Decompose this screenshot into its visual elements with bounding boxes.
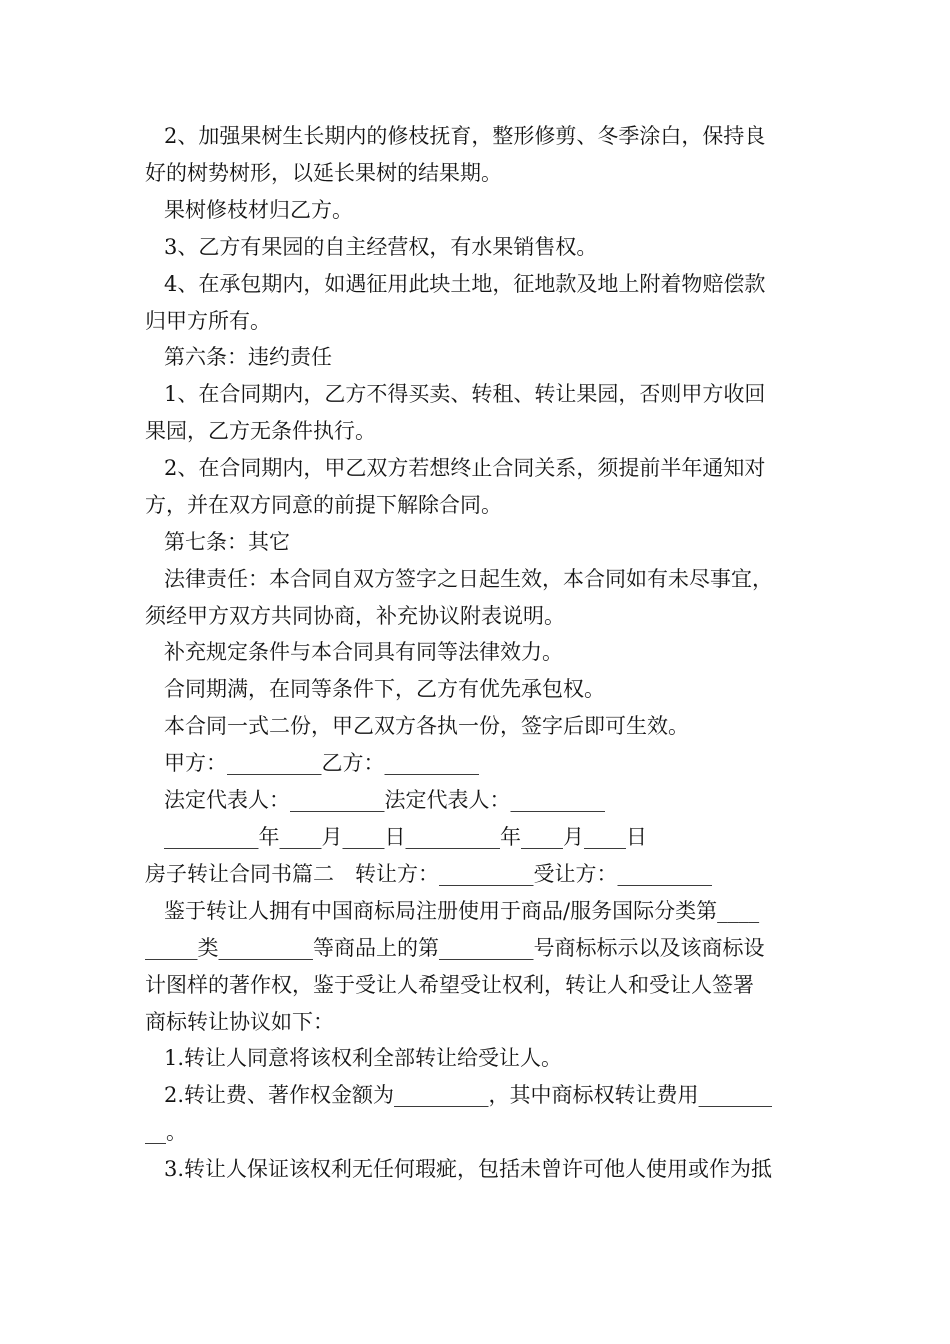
paragraph-line: 方，并在双方同意的前提下解除合同。 (145, 493, 502, 517)
paragraph-line: 3.转让人保证该权利无任何瑕疵，包括未曾许可他人使用或作为抵 (164, 1157, 773, 1181)
paragraph-line: __。 (145, 1120, 187, 1144)
paragraph-line: 好的树势树形，以延长果树的结果期。 (145, 161, 502, 185)
signature-line: 甲方：_________乙方：_________ (164, 751, 479, 775)
paragraph-line: 须经甲方双方共同协商，补充协议附表说明。 (145, 604, 565, 628)
paragraph-line: 2、在合同期内，甲乙双方若想终止合同关系，须提前半年通知对 (164, 456, 766, 480)
paragraph-line: 2、加强果树生长期内的修枝抚育，整形修剪、冬季涂白，保持良 (164, 124, 766, 148)
paragraph-line: 鉴于转让人拥有中国商标局注册使用于商品/服务国际分类第____ (164, 899, 760, 923)
section-heading: 第六条：违约责任 (164, 345, 332, 369)
paragraph-line: 2.转让费、著作权金额为_________，其中商标权转让费用_______ (164, 1083, 773, 1107)
paragraph-line: 果园，乙方无条件执行。 (145, 419, 376, 443)
date-line: _________年____月____日_________年____月____日 (164, 825, 647, 849)
paragraph-line: 补充规定条件与本合同具有同等法律效力。 (164, 640, 563, 664)
paragraph-line: 法律责任：本合同自双方签字之日起生效，本合同如有未尽事宜， (164, 567, 773, 591)
paragraph-line: 1、在合同期内，乙方不得买卖、转租、转让果园，否则甲方收回 (164, 382, 766, 406)
paragraph-line: 3、乙方有果园的自主经营权，有水果销售权。 (164, 235, 598, 259)
paragraph-line: 计图样的著作权，鉴于受让人希望受让权利，转让人和受让人签署 (145, 973, 754, 997)
paragraph-line: 1.转让人同意将该权利全部转让给受让人。 (164, 1046, 563, 1070)
paragraph-line: 4、在承包期内，如遇征用此块土地，征地款及地上附着物赔偿款 (164, 272, 766, 296)
paragraph-line: 合同期满，在同等条件下，乙方有优先承包权。 (164, 677, 605, 701)
paragraph-line: 商标转让协议如下： (145, 1010, 334, 1034)
paragraph-line: _____类_________等商品上的第_________号商标标示以及该商标设 (145, 936, 765, 960)
paragraph-line: 本合同一式二份，甲乙双方各执一份，签字后即可生效。 (164, 714, 689, 738)
paragraph-line: 归甲方所有。 (145, 309, 271, 333)
signature-line: 法定代表人：_________法定代表人：_________ (164, 788, 605, 812)
section-heading: 第七条：其它 (164, 530, 290, 554)
section-title: 房子转让合同书篇二 转让方：_________受让方：_________ (145, 862, 712, 886)
paragraph-line: 果树修枝材归乙方。 (164, 198, 353, 222)
